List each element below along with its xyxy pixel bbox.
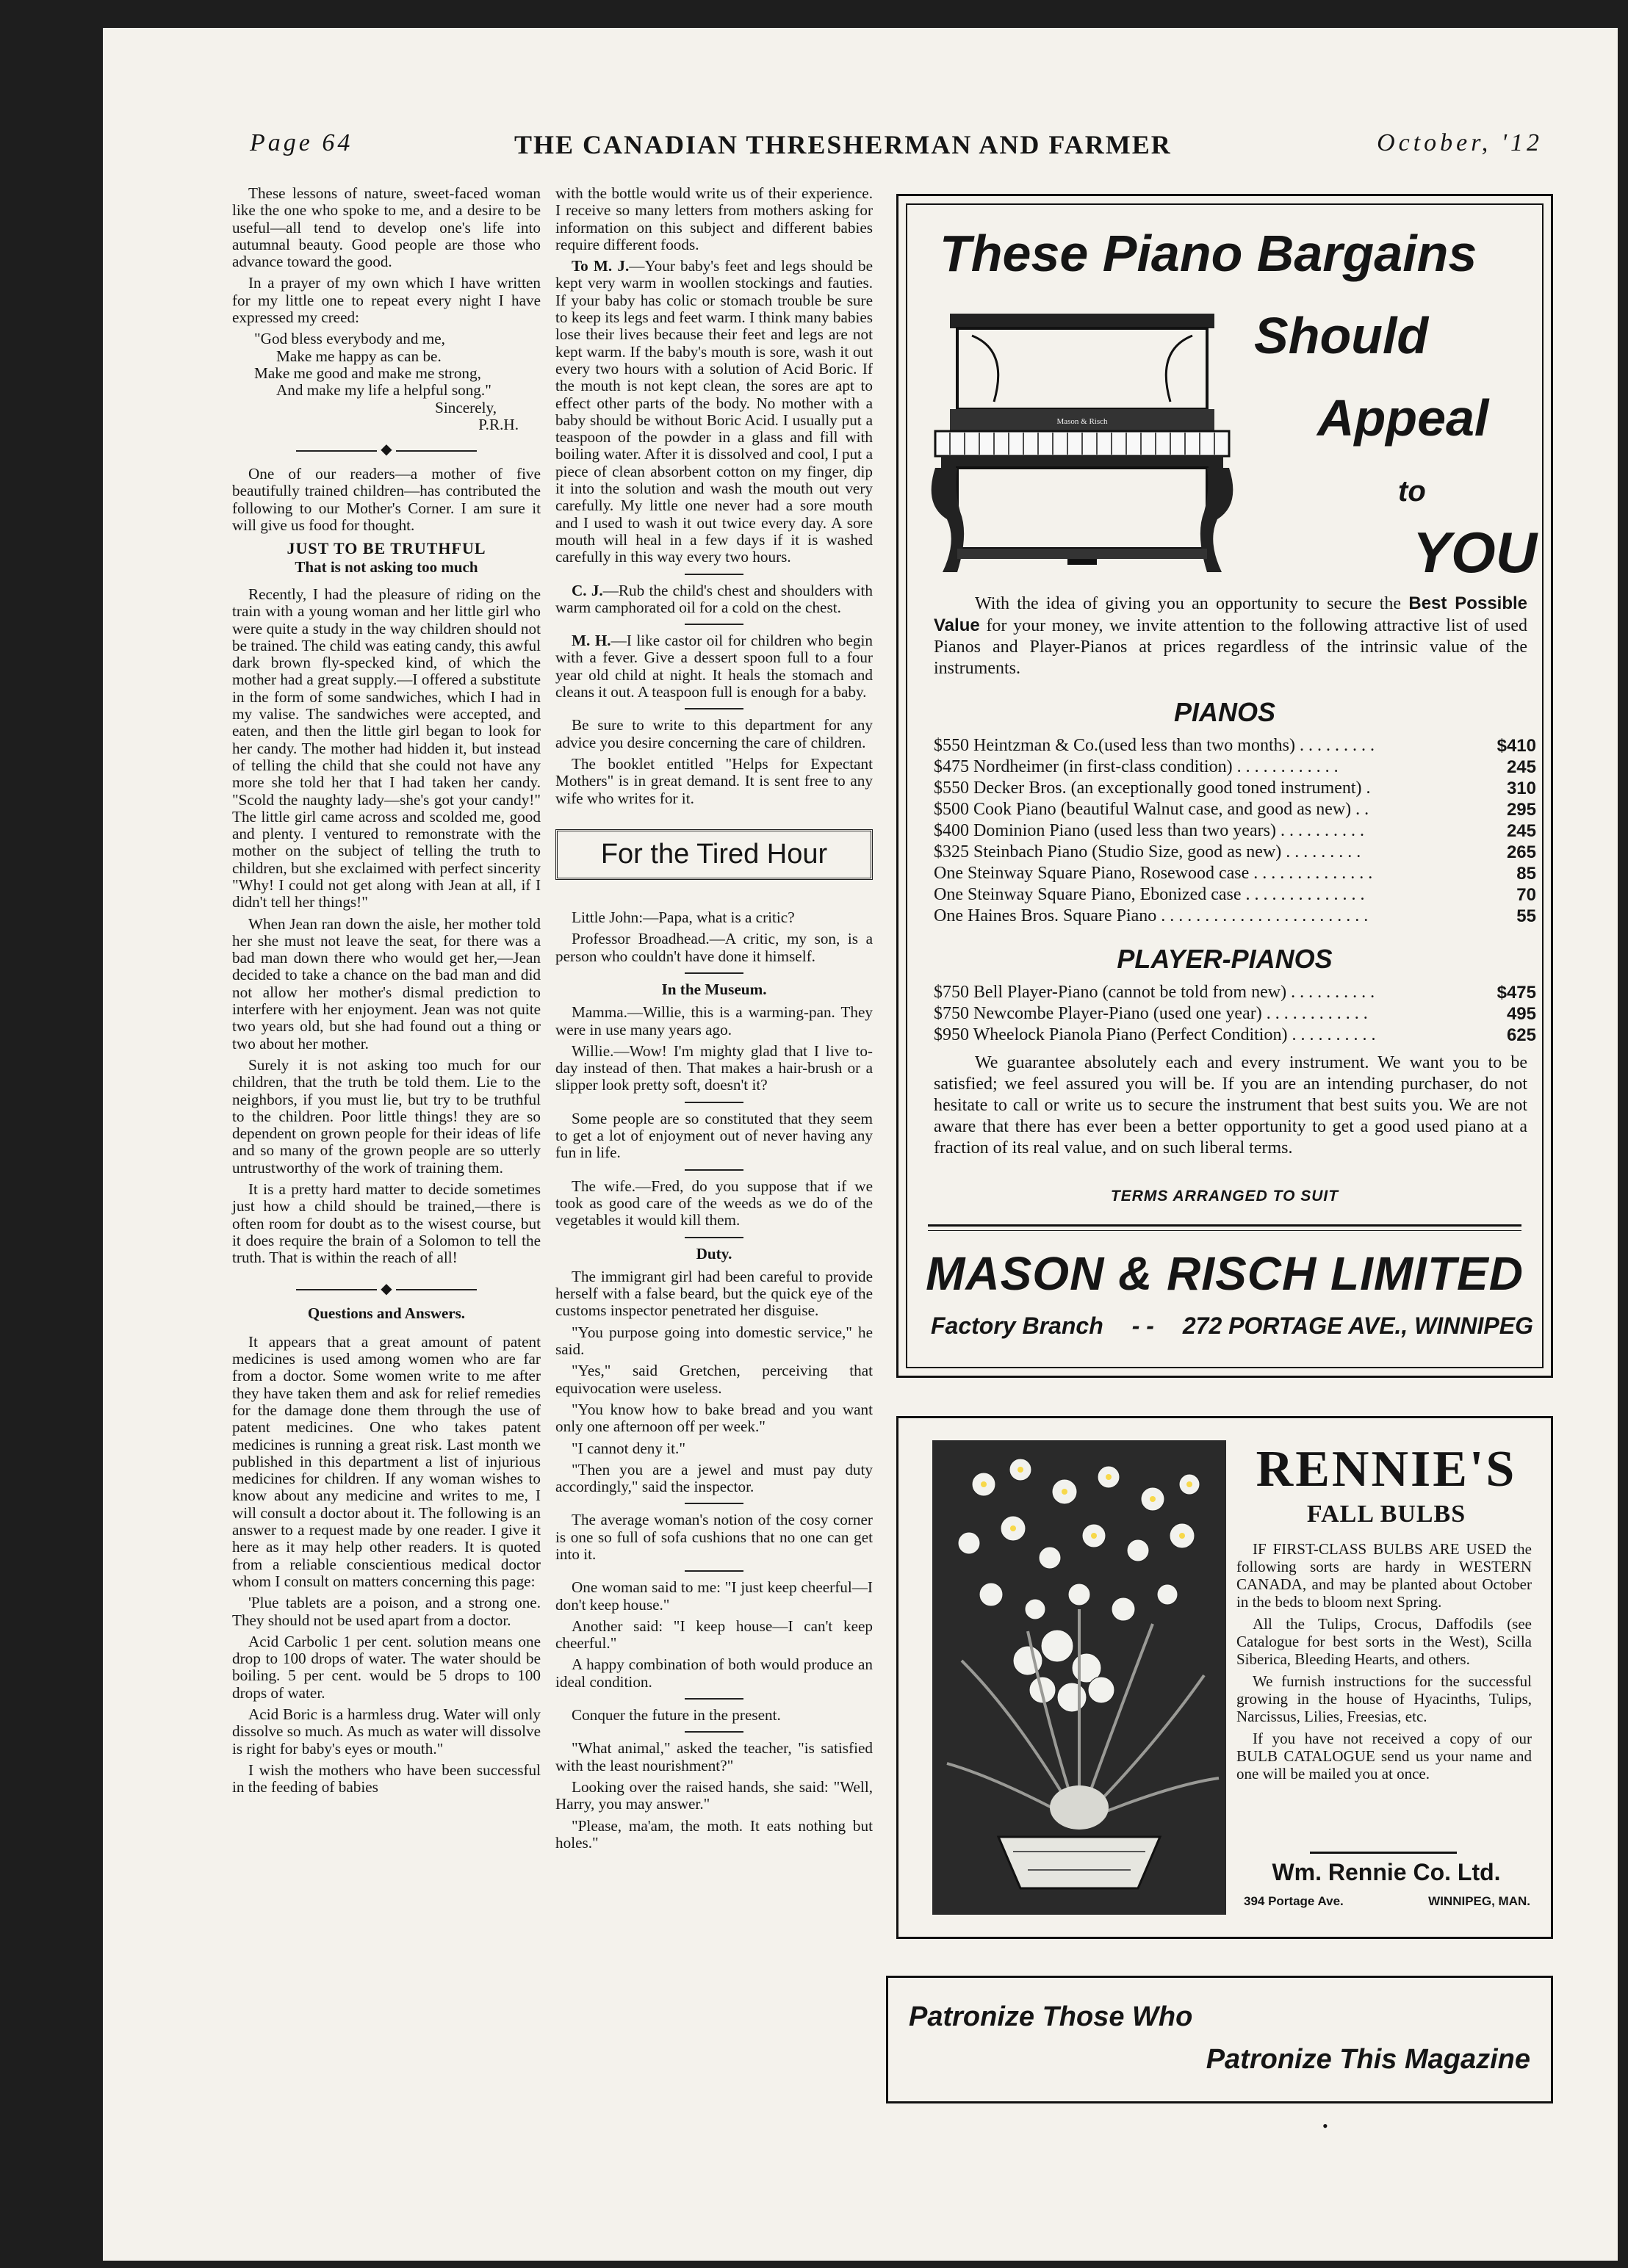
- verse-line: "God bless everybody and me,: [254, 330, 445, 348]
- divider: [685, 972, 743, 974]
- rennie-address: 394 Portage Ave.: [1244, 1894, 1344, 1908]
- verse-line: Make me happy as can be.: [276, 347, 442, 365]
- paragraph: Willie.—Wow! I'm mighty glad that I live to-day instead of then. That makes a hair-brush or a slipper look pretty soft, doesn't it?: [555, 1041, 873, 1094]
- price-row: $550 Heintzman & Co.(used less than two months) . . . . . . . . . $410: [934, 736, 1536, 756]
- paragraph: Another said: "I keep house—I can't keep cheerful.": [555, 1617, 873, 1653]
- paragraph: It appears that a great amount of patent medicines is used among women who are far from a doctor. Some women write to me after they have taken them and ask for relief remedies for the damage done them through the use of patent medicines. One who takes patent medicines is running a great risk. Last month we published in this department a list of injurious medicines for children. If any woman wishes to know about any medicine and writes to me, I will consult a doctor about it. The following is an answer to a request made by one reader. I give it here as it may help other readers. It is quoted from a reliable conscientious medical doctor whom I consult on matters concerning this page:: [232, 1332, 541, 1590]
- paragraph: "Please, ma'am, the moth. It eats nothing but holes.": [555, 1816, 873, 1852]
- ad-intro-text: With the idea of giving you an opportunity to secure the: [975, 594, 1402, 613]
- paragraph: A happy combination of both would produce an ideal condition.: [555, 1655, 873, 1691]
- upright-piano-illustration: [928, 299, 1236, 585]
- reply-text: —I like castor oil for children who begin with a fever. Give a dessert spoon full to a four year old child at night. It heals the stomach and cleans it out. A teaspoon full is enough for a baby.: [555, 632, 873, 701]
- ad-headline: Should: [1254, 307, 1429, 364]
- signature-initials: P.R.H.: [478, 415, 519, 433]
- divider: [685, 708, 743, 709]
- paragraph: with the bottle would write us of their experience. I receive so many letters from mothers asking for information on this subject and different babies require different foods.: [555, 184, 873, 253]
- paragraph: Little John:—Papa, what is a critic?: [572, 909, 795, 927]
- paragraph: Surely it is not asking too much for our children, that the truth be told them. Lie to the neighbors, if you must lie, but try to be truthful to the children. Poor little things! they are so dependent on grown people for their ideas of life and so many of the grown people are so utterly untrustworthy of the work of training them.: [232, 1055, 541, 1177]
- ad-headline: YOU: [1413, 520, 1538, 585]
- company-address: 272 PORTAGE AVE., WINNIPEG: [1182, 1312, 1533, 1339]
- paragraph: [555, 258, 873, 566]
- price-row: One Steinway Square Piano, Rosewood case . . . . . . . . . . . . . . 85: [934, 864, 1536, 884]
- section-box-title: For the Tired Hour: [555, 829, 873, 880]
- paragraph: All the Tulips, Crocus, Daffodils (see Catalogue for best sorts in the West), Scilla Siberica, Bleeding Hearts, and others.: [1236, 1615, 1532, 1668]
- section-title: Questions and Answers.: [307, 1304, 466, 1322]
- section-title: Duty.: [696, 1244, 732, 1263]
- piano-advertisement: [896, 194, 1553, 1378]
- player-pianos-heading: PLAYER-PIANOS: [1117, 944, 1333, 974]
- price-row: $500 Cook Piano (beautiful Walnut case, and good as new) . . 295: [934, 800, 1536, 820]
- ad-guarantee: We guarantee absolutely each and every instrument. We want you to be satisfied; we feel assured you will be. If you are an intending purchaser, do not hesitate to call or write us to secure the instrument that best suits you. We are not aware that there has ever been a better opportunity to get a good used piano at a fraction of its real value, and on such liberal terms.: [934, 1053, 1527, 1158]
- paragraph: One woman said to me: "I just keep cheerful—I don't keep house.": [555, 1578, 873, 1614]
- paragraph: We furnish instructions for the successful growing in the house of Hyacinths, Tulips, Narcissus, Lilies, Freesias, etc.: [1236, 1672, 1532, 1725]
- article-subtitle: That is not asking too much: [295, 557, 478, 576]
- reply-label: To M. J.: [572, 257, 630, 275]
- company-address-line: [931, 1312, 1533, 1340]
- divider: [685, 1237, 743, 1238]
- paragraph: When Jean ran down the aisle, her mother told her she must not leave the seat, for there was a bad man down there who would get her,—Jean decided to take a chance on the bad man and did not allow her mother's dismal prediction to interfere with her enjoyment. Jean was not quite two years old, but she had found out a thing or two about her mother.: [232, 914, 541, 1052]
- page-number: Page 64: [250, 129, 353, 156]
- divider: [685, 624, 743, 625]
- footer-mark: •: [1322, 2117, 1328, 2135]
- rennie-city: WINNIPEG, MAN.: [1428, 1894, 1530, 1908]
- reply-label: M. H.: [572, 632, 611, 650]
- paragraph: "You know how to bake bread and you want only one afternoon off per week.": [555, 1400, 873, 1436]
- pianos-heading: PIANOS: [1173, 697, 1276, 727]
- paragraph: One of our readers—a mother of five beautifully trained children—has contributed the following to our Mother's Corner. I am sure it will give us food for thought.: [232, 465, 541, 535]
- divider: [685, 1570, 743, 1572]
- paragraph: IF FIRST-CLASS BULBS ARE USED the following sorts are hardy in WESTERN CANADA, and may be planted about October in the beds to bloom next Spring.: [1236, 1540, 1532, 1611]
- divider: [685, 574, 743, 575]
- reply-label: C. J.: [572, 581, 603, 599]
- verse-line: Make me good and make me strong,: [254, 364, 481, 382]
- ornament-divider: ◆: [232, 1282, 541, 1296]
- price-row: $475 Nordheimer (in first-class condition) . . . . . . . . . . . . 245: [934, 757, 1536, 777]
- rennie-company: Wm. Rennie Co. Ltd.: [1272, 1859, 1501, 1885]
- paragraph: It is a pretty hard matter to decide sometimes just how a child should be trained,—there is often room for doubt as to the wisest course, but it does require the brain of a Solomon to tell the truth. That is within the reach of all!: [232, 1180, 541, 1267]
- rennie-copy: [1236, 1540, 1532, 1787]
- article-title: JUST TO BE TRUTHFUL: [287, 539, 486, 558]
- divider: [685, 1731, 743, 1733]
- ad-intro: [934, 593, 1527, 679]
- divider: [685, 1169, 743, 1171]
- price-row: $325 Steinbach Piano (Studio Size, good as new) . . . . . . . . . 265: [934, 842, 1536, 862]
- patronize-notice: [886, 1976, 1553, 2103]
- paragraph: Recently, I had the pleasure of riding on the train with a young woman and her little girl who were quite a study in the way children should not be trained. The child was eating candy, this awful dark brown fly-specked kind, of which the mother had a great supply.—I offered a substitute in the form of some sandwiches, which I had in my valise. The sandwiches were accepted, and eaten, and then the little girl began to look for her candy. The mother had hidden it, but instead of telling the child that she could not have any more she told her that I had taken her candy. "Scold the naughty lady—she's got your candy!" The little girl came across and scolded me, good and plenty. I ventured to remonstrate with the mother on the subject of telling the truth to children, but she exclaimed with perfect sincerity "Why! I could not get along with Jean at all, if I didn't tell her things!": [232, 585, 541, 911]
- reply-text: —Your baby's feet and legs should be kept very warm in woollen stockings and fauties. If your baby has colic or stomach trouble be sure to keep its legs and feet warm. I think many babies lose their lives because their feet and legs are not kept warm. If the baby's mouth is sore, wash it out every two hours with a solution of Acid Boric. If the mouth is not kept clean, the sores are apt to effect other parts of the body. No mother with a baby should be without Boric Acid. I usually put a teaspoon of the powder in a glass and fill with boiling water. After it is dissolved and cool, I put a piece of clean absorbent cotton on my finger, dip it into the solution and wash the mouth out very carefully. My little one never had a sore mouth and I used to wash it out twice every day. A sore mouth will heal in a few days if it is washed carefully in this way every two hours.: [555, 257, 873, 566]
- ad-intro-text: for your money, we invite attention to the following attractive list of used Pianos and Player-Pianos at prices regardless of the intrinsic value of the instruments.: [934, 616, 1528, 678]
- divider: [685, 1102, 743, 1103]
- company-name: MASON & RISCH LIMITED: [926, 1247, 1524, 1300]
- issue-date: October, '12: [1377, 129, 1543, 156]
- rennie-address-line: [1244, 1894, 1530, 1909]
- paragraph: "Then you are a jewel and must pay duty accordingly," said the inspector.: [555, 1460, 873, 1496]
- price-row: $750 Newcombe Player-Piano (used one year) . . . . . . . . . . . . 495: [934, 1004, 1536, 1024]
- ad-intro-emphasis: Best Possible Value: [934, 593, 1528, 635]
- paragraph: These lessons of nature, sweet-faced woman like the one who spoke to me, and a desire to be useful—all tend to develop one's life into autumnal beauty. Good people are those who advance toward the good.: [232, 184, 541, 271]
- paragraph: "You purpose going into domestic service," he said.: [555, 1323, 873, 1359]
- ad-headline: Appeal: [1317, 389, 1489, 447]
- paragraph: In a prayer of my own which I have written for my little one to repeat every night I have expressed my creed:: [232, 274, 541, 327]
- divider: [685, 1503, 743, 1504]
- divider: [685, 1698, 743, 1700]
- price-row: $550 Decker Bros. (an exceptionally good toned instrument) . 310: [934, 779, 1536, 798]
- ad-rule: [1310, 1852, 1457, 1854]
- reply-text: —Rub the child's chest and shoulders with warm camphorated oil for a cold on the chest.: [555, 581, 873, 616]
- paragraph: The average woman's notion of the cosy corner is one so full of sofa cushions that no one can get into it.: [555, 1511, 873, 1563]
- paragraph: "Yes," said Gretchen, perceiving that equivocation were useless.: [555, 1362, 873, 1397]
- rennie-subtitle: FALL BULBS: [1306, 1500, 1466, 1528]
- ad-headline: to: [1398, 475, 1426, 508]
- masthead: THE CANADIAN THRESHERMAN AND FARMER: [514, 130, 1172, 159]
- paragraph: 'Plue tablets are a poison, and a strong one. They should not be used apart from a doctor.: [232, 1594, 541, 1629]
- paragraph: [555, 582, 873, 617]
- column-1: [232, 185, 541, 1801]
- price-row: $950 Wheelock Pianola Piano (Perfect Condition) . . . . . . . . . . 625: [934, 1025, 1536, 1045]
- column-2: [555, 185, 873, 1856]
- price-row: One Steinway Square Piano, Ebonized case . . . . . . . . . . . . . . 70: [934, 885, 1536, 905]
- patronize-line-1: Patronize Those Who: [909, 2001, 1193, 2032]
- paragraph: [555, 632, 873, 701]
- ad-rule: [928, 1230, 1521, 1231]
- paragraph: The wife.—Fred, do you suppose that if we took as good care of the weeds as we do of the vegetables it would kill them.: [555, 1177, 873, 1229]
- ad-terms: TERMS ARRANGED TO SUIT: [1110, 1188, 1339, 1205]
- pianos-price-list: [934, 735, 1536, 927]
- branch-label: Factory Branch: [931, 1312, 1103, 1339]
- paragraph: Mamma.—Willie, this is a warming-pan. They were in use many years ago.: [555, 1003, 873, 1039]
- player-pianos-price-list: [934, 982, 1536, 1046]
- paragraph: Professor Broadhead.—A critic, my son, is a person who couldn't have done it himself.: [555, 930, 873, 965]
- paragraph: "I cannot deny it.": [572, 1439, 685, 1457]
- ad-headline: These Piano Bargains: [940, 225, 1477, 282]
- separator: - -: [1131, 1312, 1154, 1339]
- page-header: [250, 129, 1543, 170]
- price-row: $400 Dominion Piano (used less than two years) . . . . . . . . . . 245: [934, 821, 1536, 841]
- price-row: $750 Bell Player-Piano (cannot be told from new) . . . . . . . . . . $475: [934, 983, 1536, 1003]
- paragraph: "What animal," asked the teacher, "is satisfied with the least nourishment?": [555, 1739, 873, 1774]
- paragraph: The booklet entitled "Helps for Expectant Mothers" is in great demand. It is sent free to any wife who writes for it.: [555, 754, 873, 807]
- paragraph: If you have not received a copy of our BULB CATALOGUE send us your name and one will be mailed you at once.: [1236, 1730, 1532, 1783]
- rennie-title: RENNIE'S: [1256, 1441, 1517, 1498]
- signature: Sincerely,: [435, 398, 497, 416]
- flower-bulbs-illustration: [932, 1440, 1226, 1915]
- paragraph: Conquer the future in the present.: [572, 1706, 781, 1725]
- paragraph: I wish the mothers who have been successful in the feeding of babies: [232, 1760, 541, 1796]
- patronize-line-2: Patronize This Magazine: [1206, 2044, 1530, 2075]
- ad-rule: [928, 1224, 1521, 1227]
- piano-brand-label: Mason & Risch: [1056, 417, 1108, 426]
- paragraph: Some people are so constituted that they seem to get a lot of enjoyment out of never having any fun in life.: [555, 1109, 873, 1162]
- section-title: In the Museum.: [661, 980, 767, 998]
- rennie-bulbs-advertisement: [896, 1416, 1553, 1939]
- paragraph: Acid Carbolic 1 per cent. solution means one drop to 100 drops of water. The water should be boiling. 5 per cent. would be 5 drops to 100 drops of water.: [232, 1632, 541, 1702]
- price-row: One Haines Bros. Square Piano . . . . . . . . . . . . . . . . . . . . . . . . 55: [934, 906, 1536, 926]
- paragraph: Acid Boric is a harmless drug. Water will only dissolve so much. As much as water will dissolve is right for baby's eyes or mouth.": [232, 1705, 541, 1758]
- paragraph: Be sure to write to this department for any advice you desire concerning the care of children.: [555, 716, 873, 751]
- paragraph: The immigrant girl had been careful to provide herself with a false beard, but the quick eye of the customs inspector penetrated her disguise.: [555, 1267, 873, 1320]
- verse-line: And make my life a helpful song.": [276, 381, 491, 400]
- paragraph: Looking over the raised hands, she said: "Well, Harry, you may answer.": [555, 1777, 873, 1813]
- ornament-divider: ◆: [232, 442, 541, 457]
